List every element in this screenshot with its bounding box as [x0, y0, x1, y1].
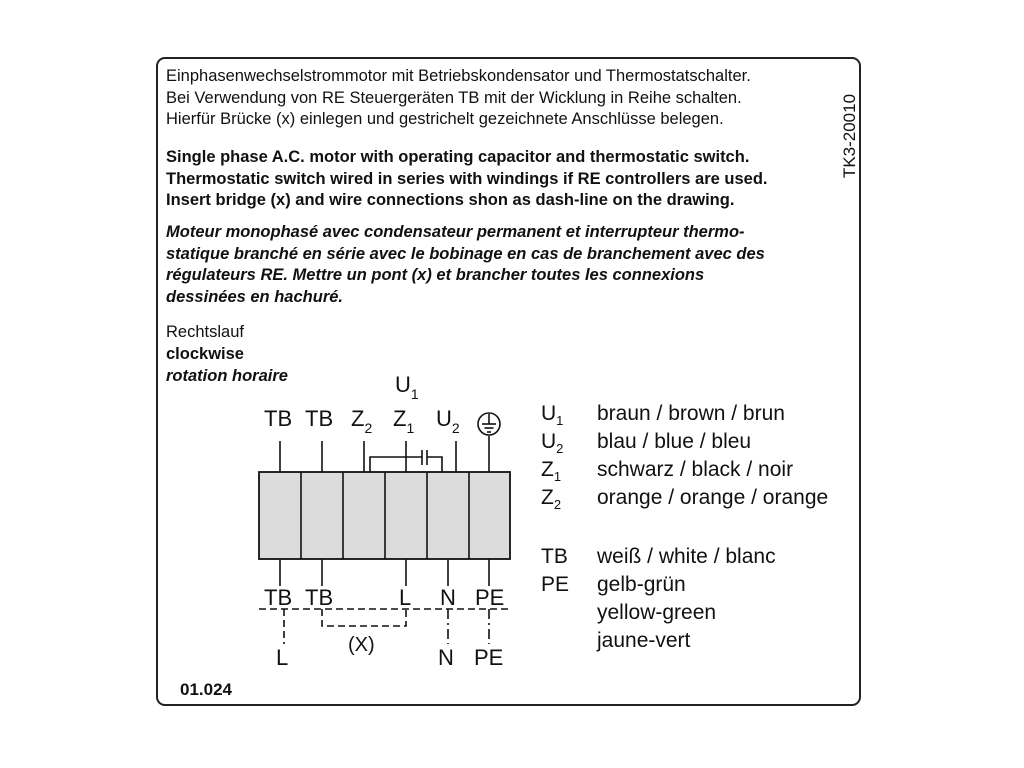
bottom-terminal-label: N — [440, 585, 456, 610]
u1-label: $U_1$ — [395, 372, 419, 402]
legend-key: TB — [541, 545, 568, 568]
description-french: Moteur monophasé avec condensateur permanent et interrupteur thermo- statique branché en série avec le bobinage en cas de branchement avec des régulateurs RE. Mettre un pont (x) et brancher toutes les connexions dessinées en hachuré. — [166, 223, 765, 306]
bottom-terminal-label: PE — [475, 585, 505, 610]
rotation-english: clockwise — [166, 345, 244, 363]
legend-value: jaune-vert — [597, 629, 691, 652]
dash-dot-connections — [448, 609, 489, 644]
top-terminal-label: $U_2$ — [436, 406, 460, 436]
bottom-terminal-label: TB — [305, 585, 334, 610]
top-terminal-label: TB — [305, 406, 334, 431]
output-label: PE — [474, 645, 504, 670]
rotation-german: Rechtslauf — [166, 323, 244, 341]
output-label: L — [276, 645, 289, 670]
description-german: Einphasenwechselstrommotor mit Betriebskondensator und Thermostatschalter. Bei Verwendung von RE Steuergeräten TB mit der Wicklung in Reihe schalten. Hierfür Brücke (x) einlegen und gestrichelt gezeichnete Anschlüsse belegen. — [166, 67, 751, 128]
legend-value: schwarz / black / noir — [597, 458, 794, 481]
legend-value: gelb-grün — [597, 573, 686, 596]
top-terminal-label: TB — [264, 406, 293, 431]
dashed-connections — [259, 609, 512, 644]
legend-key: $Z_2$ — [541, 486, 562, 512]
legend-value: blau / blue / bleu — [597, 430, 752, 453]
description-english: Single phase A.C. motor with operating capacitor and thermostatic switch. Thermostatic switch wired in series with windings if RE controllers are used. Insert bridge (x) and wire connections shon as dash-line on the drawing. — [166, 148, 768, 209]
earth-icon — [478, 413, 500, 435]
legend-value: yellow-green — [597, 601, 717, 624]
legend-key: PE — [541, 573, 570, 596]
bridge-label: (X) — [348, 634, 375, 656]
bottom-terminal-label: TB — [264, 585, 293, 610]
output-label: N — [438, 645, 454, 670]
bottom-terminal-label: L — [399, 585, 412, 610]
legend-key: $U_2$ — [541, 430, 564, 456]
legend-value: braun / brown / brun — [597, 402, 785, 425]
legend-value: orange / orange / orange — [597, 486, 829, 509]
rotation-french: rotation horaire — [166, 367, 288, 385]
drawing-code: TK3-20010 — [840, 93, 859, 179]
legend-key: $Z_1$ — [541, 458, 562, 484]
reference-number: 01.024 — [180, 680, 232, 699]
bottom-leads — [280, 559, 489, 586]
legend-value: weiß / white / blanc — [597, 545, 776, 568]
legend-key: $U_1$ — [541, 402, 564, 428]
top-terminal-label: $Z_1$ — [393, 406, 415, 436]
top-leads — [280, 436, 489, 472]
top-terminal-label: $Z_2$ — [351, 406, 373, 436]
